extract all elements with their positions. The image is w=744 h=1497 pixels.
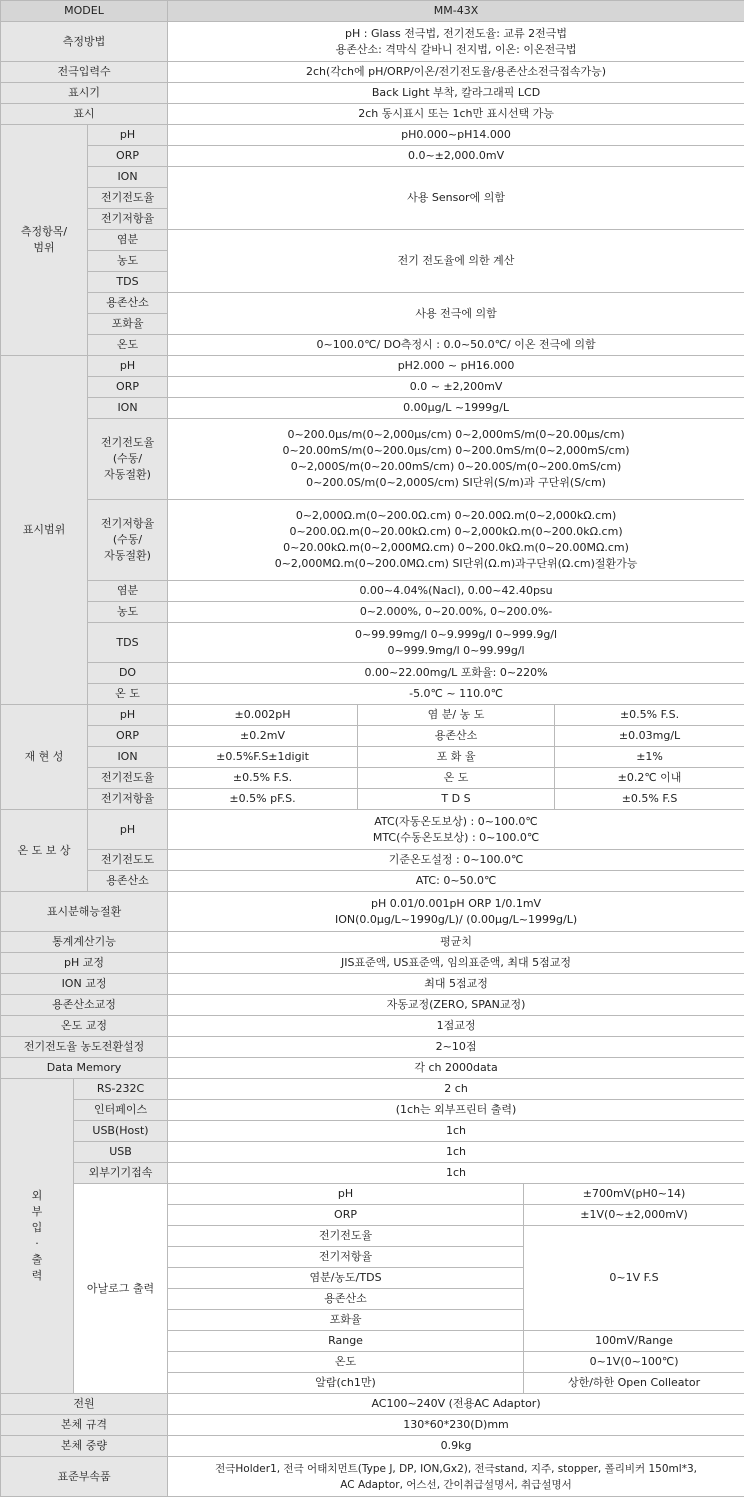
model-label: MODEL xyxy=(1,1,168,22)
item-value: 0~2.000%, 0~20.00%, 0~200.0%- xyxy=(168,602,744,623)
analog-item-value: 상한/하한 Open Colleator xyxy=(524,1373,744,1394)
io-value: 1ch xyxy=(168,1142,744,1163)
item-value: 0.00~4.04%(Nacl), 0.00~42.40psu xyxy=(168,581,744,602)
row-label: 온도 교정 xyxy=(1,1016,168,1037)
item-label: pH xyxy=(88,125,168,146)
row-label: pH 교정 xyxy=(1,953,168,974)
row-label: 용존산소교정 xyxy=(1,995,168,1016)
analog-item-label: ORP xyxy=(168,1205,524,1226)
row-label: 표준부속품 xyxy=(1,1457,168,1497)
io-value: 2 ch xyxy=(168,1079,744,1100)
io-value: 1ch xyxy=(168,1163,744,1184)
item-label: ORP xyxy=(88,377,168,398)
item-value: pH2.000 ~ pH16.000 xyxy=(168,356,744,377)
analog-item-label: 전기저항율 xyxy=(168,1247,524,1268)
item-value-2: ±0.5% F.S xyxy=(555,789,744,810)
row-label: 통계계산기능 xyxy=(1,932,168,953)
item-label: ION xyxy=(88,398,168,419)
io-label: USB xyxy=(74,1142,168,1163)
item-label: TDS xyxy=(88,272,168,293)
row-label: 전원 xyxy=(1,1394,168,1415)
row-label: 전기전도율 농도전환설정 xyxy=(1,1037,168,1058)
item-value: ±0.5%F.S±1digit xyxy=(168,747,358,768)
analog-item-label: 염분/농도/TDS xyxy=(168,1268,524,1289)
row-value: 자동교정(ZERO, SPAN교정) xyxy=(168,995,744,1016)
item-value: 0.00~22.00mg/L 포화율: 0~220% xyxy=(168,663,744,684)
io-label: RS-232C xyxy=(74,1079,168,1100)
analog-item-label: pH xyxy=(168,1184,524,1205)
temp-comp-group-label: 온 도 보 상 xyxy=(1,810,88,892)
item-value: 0~100.0℃/ DO측정시 : 0.0~50.0℃/ 이온 전극에 의함 xyxy=(168,335,744,356)
item-value-2: ±0.2℃ 이내 xyxy=(555,768,744,789)
row-value: 전극Holder1, 전극 어태치먼트(Type J, DP, ION,Gx2), 전극stand, 지주, stopper, 폴리비커 150ml*3, AC Adaptor, 어스선, 간이취급설명서, 취급설명서 xyxy=(168,1457,744,1497)
item-label-2: 포 화 율 xyxy=(358,747,555,768)
item-label: pH xyxy=(88,356,168,377)
repeatability-group-label: 재 현 성 xyxy=(1,705,88,810)
item-value: ±0.2mV xyxy=(168,726,358,747)
item-value-2: ±0.03mg/L xyxy=(555,726,744,747)
analog-merged-value: 0~1V F.S xyxy=(524,1226,744,1331)
row-value: 2~10점 xyxy=(168,1037,744,1058)
merged-sensor-value: 사용 Sensor에 의함 xyxy=(168,167,744,230)
analog-item-label: 전기전도율 xyxy=(168,1226,524,1247)
item-label: 온 도 xyxy=(88,684,168,705)
item-label: DO xyxy=(88,663,168,684)
analog-item-label: 알람(ch1만) xyxy=(168,1373,524,1394)
item-value: 0.0 ~ ±2,200mV xyxy=(168,377,744,398)
item-label-2: 온 도 xyxy=(358,768,555,789)
analog-item-label: Range xyxy=(168,1331,524,1352)
display-group-label: 표시범위 xyxy=(1,356,88,705)
row-value: pH : Glass 전극법, 전기전도율: 교류 2전극법 용존산소: 격막식 갈바니 전지법, 이온: 이온전극법 xyxy=(168,22,744,62)
row-label: Data Memory xyxy=(1,1058,168,1079)
analog-item-label: 용존산소 xyxy=(168,1289,524,1310)
item-label-2: T D S xyxy=(358,789,555,810)
item-label: 전기전도율 xyxy=(88,188,168,209)
analog-output-label: 아날로그 출력 xyxy=(74,1184,168,1394)
analog-item-value: ±1V(0~±2,000mV) xyxy=(524,1205,744,1226)
analog-item-label: 온도 xyxy=(168,1352,524,1373)
analog-item-value: 100mV/Range xyxy=(524,1331,744,1352)
item-label: pH xyxy=(88,705,168,726)
item-value: ATC: 0~50.0℃ xyxy=(168,871,744,892)
row-value: 각 ch 2000data xyxy=(168,1058,744,1079)
row-value: 130*60*230(D)mm xyxy=(168,1415,744,1436)
item-label: 용존산소 xyxy=(88,293,168,314)
item-label: 농도 xyxy=(88,251,168,272)
io-label: 인터페이스 xyxy=(74,1100,168,1121)
row-label: 표시기 xyxy=(1,83,168,104)
item-value: pH0.000~pH14.000 xyxy=(168,125,744,146)
row-value: AC100~240V (전용AC Adaptor) xyxy=(168,1394,744,1415)
item-label: 전기전도도 xyxy=(88,850,168,871)
io-group-label: 외 부 입 · 출 력 xyxy=(1,1079,74,1394)
row-value: 0.9kg xyxy=(168,1436,744,1457)
item-label: pH xyxy=(88,810,168,850)
io-label: USB(Host) xyxy=(74,1121,168,1142)
row-value: pH 0.01/0.001pH ORP 1/0.1mV ION(0.0μg/L~1990g/L)/ (0.00μg/L~1999g/L) xyxy=(168,892,744,932)
item-label: 포화율 xyxy=(88,314,168,335)
item-label: 온도 xyxy=(88,335,168,356)
item-label: ORP xyxy=(88,726,168,747)
item-value-2: ±0.5% F.S. xyxy=(555,705,744,726)
item-label: 전기전도율 xyxy=(88,768,168,789)
item-value: ATC(자동온도보상) : 0~100.0℃ MTC(수동온도보상) : 0~100.0℃ xyxy=(168,810,744,850)
item-label: ION xyxy=(88,747,168,768)
item-value-2: ±1% xyxy=(555,747,744,768)
row-label: 본체 규격 xyxy=(1,1415,168,1436)
row-value: JIS표준액, US표준액, 임의표준액, 최대 5점교정 xyxy=(168,953,744,974)
item-label: 염분 xyxy=(88,581,168,602)
item-label: TDS xyxy=(88,623,168,663)
analog-item-value: 0~1V(0~100℃) xyxy=(524,1352,744,1373)
row-label: 표시분해능절환 xyxy=(1,892,168,932)
item-label: 용존산소 xyxy=(88,871,168,892)
item-label: 전기저항율 xyxy=(88,209,168,230)
merged-electrode-value: 사용 전극에 의함 xyxy=(168,293,744,335)
item-label: 농도 xyxy=(88,602,168,623)
row-value: 1점교정 xyxy=(168,1016,744,1037)
row-value: 2ch 동시표시 또는 1ch만 표시선택 가능 xyxy=(168,104,744,125)
io-label: 외부기기접속 xyxy=(74,1163,168,1184)
item-value: 0~200.0μs/m(0~2,000μs/cm) 0~2,000mS/m(0~20.00μs/cm) 0~20.00mS/m(0~200.0μs/cm) 0~200.0mS/m(0~2,000mS/cm) 0~2,000S/m(0~20.00mS/cm) 0~20.00S/m(0~200.0mS/cm) 0~200.0S/m(0~2,000S/cm) SI단위(S/m)과 구단위(S/cm) xyxy=(168,419,744,500)
item-value: -5.0℃ ~ 110.0℃ xyxy=(168,684,744,705)
io-value: 1ch xyxy=(168,1121,744,1142)
item-value: ±0.5% F.S. xyxy=(168,768,358,789)
item-value: 0~2,000Ω.m(0~200.0Ω.cm) 0~20.00Ω.m(0~2,000kΩ.cm) 0~200.0Ω.m(0~20.00kΩ.cm) 0~2,000kΩ.m(0~200.0kΩ.cm) 0~20.00kΩ.m(0~2,000MΩ.cm) 0~200.0kΩ.m(0~20.00MΩ.cm) 0~2,000MΩ.m(0~200.0MΩ.cm) SI단위(Ω.m)과구단위(Ω.cm)절환가능 xyxy=(168,500,744,581)
item-value: 기준온도설정 : 0~100.0℃ xyxy=(168,850,744,871)
item-label-2: 염 분/ 농 도 xyxy=(358,705,555,726)
item-value: ±0.5% pF.S. xyxy=(168,789,358,810)
row-value: 최대 5점교정 xyxy=(168,974,744,995)
row-label: 측정방법 xyxy=(1,22,168,62)
row-label: 본체 중량 xyxy=(1,1436,168,1457)
row-label: 전극입력수 xyxy=(1,62,168,83)
analog-item-label: 포화율 xyxy=(168,1310,524,1331)
merged-conductivity-value: 전기 전도율에 의한 계산 xyxy=(168,230,744,293)
item-value: ±0.002pH xyxy=(168,705,358,726)
item-value: 0.00μg/L ~1999g/L xyxy=(168,398,744,419)
row-label: ION 교정 xyxy=(1,974,168,995)
item-label-2: 용존산소 xyxy=(358,726,555,747)
measurement-group-label: 측정항목/ 범위 xyxy=(1,125,88,356)
analog-item-value: ±700mV(pH0~14) xyxy=(524,1184,744,1205)
row-label: 표시 xyxy=(1,104,168,125)
item-label: 염분 xyxy=(88,230,168,251)
item-value: 0~99.99mg/l 0~9.999g/l 0~999.9g/l 0~999.9mg/l 0~99.99g/l xyxy=(168,623,744,663)
item-label: 전기저항율 xyxy=(88,789,168,810)
row-value: Back Light 부착, 칼라그래픽 LCD xyxy=(168,83,744,104)
row-value: 평균치 xyxy=(168,932,744,953)
model-value: MM-43X xyxy=(168,1,744,22)
item-label: ORP xyxy=(88,146,168,167)
row-value: 2ch(각ch에 pH/ORP/이온/전기전도율/용존산소전극접속가능) xyxy=(168,62,744,83)
item-value: 0.0~±2,000.0mV xyxy=(168,146,744,167)
io-value: (1ch는 외부프린터 출력) xyxy=(168,1100,744,1121)
item-label: ION xyxy=(88,167,168,188)
item-label: 전기전도율 (수동/ 자동절환) xyxy=(88,419,168,500)
item-label: 전기저항율 (수동/ 자동절환) xyxy=(88,500,168,581)
